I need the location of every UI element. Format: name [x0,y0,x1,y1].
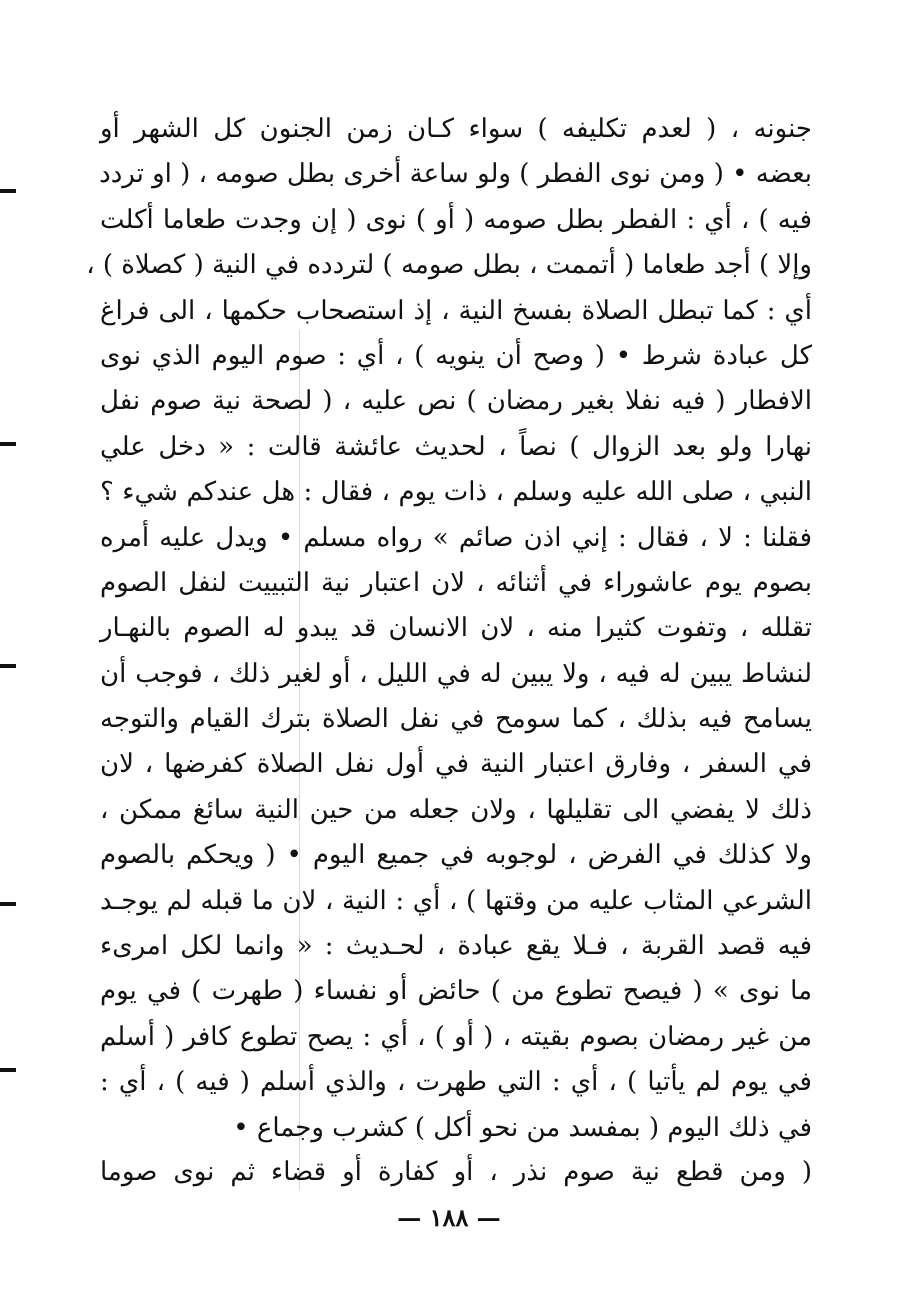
text-line: تقلله ، وتفوت كثيرا منه ، لان الانسان قد يبدو له الصوم بالنهـار [100,613,812,644]
text-line: فيه قصد القربة ، فـلا يقع عبادة ، لحـديث : « وانما لكل امرىء [100,931,812,962]
text-line: في السفر ، وفارق اعتبار النية في أول نفل الصلاة كفرضها ، لان [100,749,812,780]
edge-tab-mark [0,902,16,906]
text-line: جنونه ، ( لعدم تكليفه ) سواء كـان زمن الجنون كل الشهر أو [100,114,812,144]
edge-tab-mark [0,664,16,668]
text-line: لنشاط يبين له فيه ، ولا يبين له في الليل ، أو لغير ذلك ، فوجب أن [100,658,812,689]
text-line: من غير رمضان بصوم بقيته ، ( أو ) ، أي : يصح تطوع كافر ( أسلم [100,1021,812,1052]
next-paragraph-line: ( ومن قطع نية صوم نذر ، أو كفارة أو قضاء ثم نوى صوما [100,1157,812,1187]
text-line: نهارا ولو بعد الزوال ) نصاً ، لحديث عائشة قالت : « دخل علي [100,431,812,462]
edge-tab-mark [0,1068,16,1072]
text-line: الافطار ( فيه نفلا بغير رمضان ) نص عليه ، ( لصحة نية صوم نفل [100,386,812,417]
text-line: الشرعي المثاب عليه من وقتها ) ، أي : النية ، لان ما قبله لم يوجـد [100,885,812,916]
text-line: ذلك لا يفضي الى تقليلها ، ولان جعله من حين النية سائغ ممكن ، [100,794,812,825]
page-number: — ١٨٨ — [397,1203,501,1232]
text-line: ولا كذلك في الفرض ، لوجوبه في جميع اليوم • ( ويحكم بالصوم [100,840,812,871]
text-line: وإلا ) أجد طعاما ( أتممت ، بطل صومه ) لتردده في النية ( كصلاة ) ، [86,250,812,281]
text-line: بعضه • ( ومن نوى الفطر ) ولو ساعة أخرى بطل صومه ، ( او تردد [99,159,812,190]
text-line: النبي ، صلى الله عليه وسلم ، ذات يوم ، فقال : هل عندكم شيء ؟ [100,477,812,508]
text-line: في ذلك اليوم ( بمفسد من نحو أكل ) كشرب وجماع • [233,1112,812,1143]
text-line: يسامح فيه بذلك ، كما سومح في نفل الصلاة بترك القيام والتوجه [100,704,812,735]
text-line: في يوم لم يأتيا ) ، أي : التي طهرت ، والذي أسلم ( فيه ) ، أي : [100,1067,812,1098]
edge-tab-mark [0,189,16,193]
text-line: أي : كما تبطل الصلاة بفسخ النية ، إذ استصحاب حكمها ، الى فراغ [100,295,812,326]
text-line: بصوم يوم عاشوراء في أثنائه ، لان اعتبار نية التبييت لنفل الصوم [100,567,812,598]
main-paragraph [86,107,812,1151]
text-line: ما نوى » ( فيصح تطوع من ) حائض أو نفساء ( طهرت ) في يوم [100,976,812,1007]
edge-tab-mark [0,442,16,446]
text-line: كل عبادة شرط • ( وصح أن ينويه ) ، أي : صوم اليوم الذي نوى [100,340,812,371]
text-line: فيه ) ، أي : الفطر بطل صومه ( أو ) نوى ( إن وجدت طعاما أكلت [100,204,812,235]
text-line: فقلنا : لا ، فقال : إني اذن صائم » رواه مسلم • ويدل عليه أمره [100,522,812,553]
